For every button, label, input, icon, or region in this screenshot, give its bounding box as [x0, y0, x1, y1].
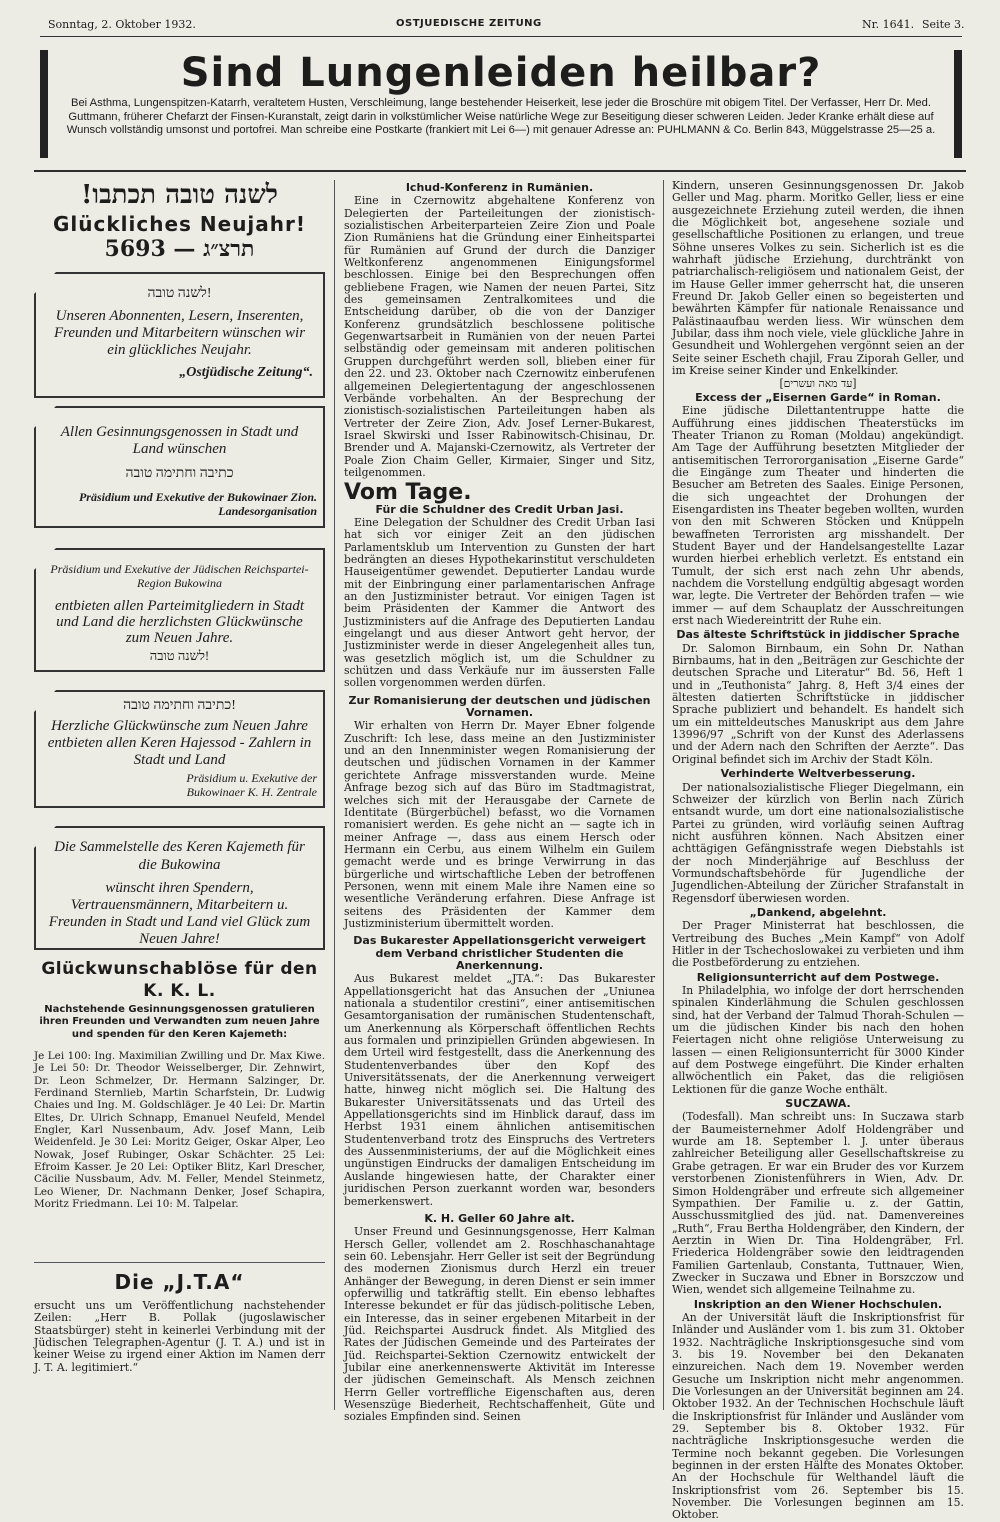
dankend-headline: „Dankend, abgelehnt. — [749, 905, 887, 919]
credit-urban-article: Eine Delegation der Schuldner des Credit Urban Iasi hat sich vor einiger Zeit an den jüdischen Parlamentsklub um Intervention zu Gunsten der hart bedrängten an dieses Hypothekarinstitut verschuldeten Hauseigentümer gewendet. Deputierter Landau wurde mit der Einbringung einer parlamentarischen Anfrage an den Justizminister betraut. Vor einigen Tagen ist beim Präsidenten der Kammer die Antwort des Justizministers auf die Anfrage des Deputierten Landau eingelangt und aus dieser Antwort geht hervor, der Justizminister werde in dieser Angelegenheit alles tun, was gesetzlich möglich ist, um die Schuldner zu schützen und dass Verkäufe nur im äussersten Falle sollen vorgenommen werden dürfen. — [344, 515, 655, 690]
inskription-article: An der Universität läuft die Inskriptionsfrist für Inländer und Ausländer vom 1. bis zum 31. Oktober 1932. Nachträgliche Inskriptionsgesuche sind vom 3. bis 19. November bei den Dekanaten einzureichen. Nach dem 19. November werden Gesuche um Inskription nicht mehr angenommen. Die Vorlesungen an der Universität beginnen am 24. Oktober 1932. An der Technischen Hochschule läuft die Inskriptionsfrist für Inländer und Ausländer vom 29. September bis 8. Oktober 1932. Für nachträgliche Inskriptionsgesuche werden die Termine noch bekannt gegeben. Die Vorlesungen beginnen in der ersten Hälfte des Monates Oktober. An der Hochschule für Welthandel läuft die Inskriptionsfrist vom 26. September bis 15. November. Die Vorlesungen beginnen am 15. Oktober. — [672, 1310, 964, 1522]
ad-bottom-rule — [34, 170, 966, 172]
box1-signature: „Ostjüdische Zeitung“. — [179, 365, 313, 380]
box3-head: Präsidium und Exekutive der Jüdischen Reichspartei-Region Bukowina — [50, 562, 309, 590]
appellationsgericht-article: Aus Bukarest meldet „JTA.“: Das Bukarester Appellationsgericht hat das Ansuchen der „Uniunea nationala a studentilor crestini“, einer antisemitischen Gesamtorganisation der rumänischen Studentenschaft, um Anerkennung als Körperschaft öffentlichen Rechts aus formalen und prinzipiellen Gründen abgewiesen. In dem Urteil wird festgestellt, dass die Anerkennung des Studentenverbandes über den Kopf des Universitätssenats, der die Anerkennung verweigert hatte, hinweg nicht möglich sei. Die Haltung des Bukarester Universitätssenats und das Urteil des Appellationsgerichts sind im Hinblick darauf, dass im Herbst 1931 einem ähnlichen antisemitischen Studentenverband trotz des Einspruchs des Vertreters des Aussenministeriums, der auf die Möglichkeit eines ungünstigen Eindrucks der damaligen Entscheidung im Auslande hingewiesen hatte, der Charakter einer juridischen Person zuerkannt worden war, besonders bemerkenswert. — [344, 972, 655, 1208]
box3-text: entbieten allen Parteimitgliedern in Stadt und Land die herzlichsten Glückwünsche zum Neuen Jahre. — [54, 598, 305, 646]
eiserne-garde-article: Eine jüdische Dilettantentruppe hatte die Aufführung eines jiddischen Theaterstücks im Theater Trianon zu Roman (Moldau) angekündigt. Am Tage der Aufführung besetzten Mitglieder der antisemitischen Terrororganisation „Eiserne Garde“ die Eingänge zum Theater und hinderten die Besucher am Betreten des Saales. Einige Personen, die sich ungeachtet der Drohungen der Eisengardisten ins Theater begeben wollten, wurden von den mit Schweren Stöcken und Knüppeln bewaffneten Terroristen arg misshandelt. Der Student Bayer und der Handelsangestellte Lazar wurden hierbei erheblich verletzt. Es entstand ein Tumult, der sich erst nach zehn Uhr abends, nachdem die Vorstellung endgültig abgesagt worden war, legte. Die Vertreter der Behörden trafen — wie immer — auf dem Schauplatz der Ausschreitungen erst nach Wiedereintritt der Ruhe ein. — [672, 404, 964, 628]
box1-text: Unseren Abonnenten, Lesern, Inserenten, Freunden und Mitarbeitern wünschen wir ein glückliches Neujahr. — [53, 308, 306, 358]
box2-hebrew: כתיבה וחתימה טובה — [125, 466, 234, 481]
box4-signature: Präsidium u. Exekutive der Bukowinaer K. H. Zentrale — [186, 771, 317, 799]
box1-hebrew: לשנה טובה! — [147, 286, 212, 301]
box4-text: Herzliche Glückwünsche zum Neuen Jahre entbieten allen Keren Hajessod - Zahlern in Stadt und Land — [47, 718, 312, 768]
greeting-box-zion-landesorganisation — [34, 406, 325, 528]
kkl-title: Glückwunschablöse für den K. K. L. — [41, 959, 318, 1001]
schriftstueck-article: Dr. Salomon Birnbaum, ein Sohn Dr. Nathan Birnbaums, hat in den „Beiträgen zur Geschichte der deutschen Sprache und Literatur“ Bd. 56, Heft 1 und in „Teuthonista“ Jahrg. 8, Heft 3/4 eines der ältesten datierten Schriftstücke in jiddischer Sprache publiziert und behandelt. Es handelt sich um ein mitteldeutsches Manuskript aus dem Jahre 13996/97 „Schrift von der Kunst des Aderlassens und der Adern nach den Schriften der Aerzte“. Das Original befindet sich im Archiv der Stadt Köln. — [672, 641, 964, 766]
greeting-box-keren-kajemeth — [34, 826, 325, 950]
lungenleiden-advertisement — [40, 50, 962, 158]
inskription-headline: Inskription an den Wiener Hochschulen. — [693, 1297, 943, 1311]
box2-signature: Präsidium und Exekutive der Bukowinaer Zion. Landesorganisation — [78, 490, 317, 518]
hebrew-greeting-title: לשנה טובה תכתבו! — [81, 180, 278, 210]
masthead-page: Seite 3. — [922, 18, 965, 31]
ichud-headline: Ichud-Konferenz in Rumänien. — [405, 181, 594, 194]
ichud-article: Eine in Czernowitz abgehaltene Konferenz von Delegierten der Parteileitungen der zionistisch-sozialistischen Arbeiterparteien Zeire Zion und Poale Zion Rumäniens hat die Gründung einer Einheitspartei für Rumänien auf Grund der durch die Danziger Weltkonferenz angenommenen Einigungsformel beschlossen. Einige bei den Besprechungen offen gebliebene Fragen, wie Namen der neuen Partei, Sitz des gemeinsamen Zentralkomitees und die Entscheidung darüber, ob die von der Danziger Konferenz grundsätzlich beschlossene politische Gegenwartsarbeit in Rumänien von der neuen Partei selbständig oder gemeinsam mit anderen politischen Gruppen durchgeführt werden soll, blieben einer für den 22. und 23. Oktober nach Czernowitz einberufenen allgemeinen Delegiertentagung der angeschlossenen Verbände vorbehalten. An der Besprechung der zionistisch-sozialistischen Parteileitungen haben als Vertreter der Zeire Zion, Adv. Josef Lerner-Bukarest, Israel Skwirski und Isser Rabinowitsch-Chisinau, Dr. Brender und A. Majanski-Czernowitz, als Vertreter der Poale Zion Chaim Geller, Kirmaier, Singer und Sitz, teilgenommen. — [344, 194, 655, 479]
credit-urban-headline: Für die Schuldner des Credit Urban Jasi. — [375, 502, 624, 516]
jta-text: ersucht uns um Veröffentlichung nachstehender Zeilen: „Herr B. Pollak (jugoslawischer Staatsbürger) steht in keinerlei Verbindung mit der Jüdischen Telegraphen-Agentur (J. T. A.) und ist in keiner Weise zu irgend einer Aktion im Namen derr J. T. A. legitimiert.“ — [34, 1299, 325, 1374]
geller-article-continued: Kindern, unseren Gesinnungsgenossen Dr. Jakob Geller und Mag. pharm. Moritko Geller, liess er eine ausgezeichnete Erziehung zuteil werden, die ihnen die Möglichkeit bot, angesehene soziale und gesellschaftliche Positionen zu erlangen, und treue Söhne unseres Volkes zu sein. Sicherlich ist es die wahrhaft jüdische Erziehung, durchtränkt von patriarchalisch-religiösem und nationalem Geist, der im Hause Geller immer geherrscht hat, die unseren Freund Dr. Jakob Geller einen so begeisterten und bewährten Kämpfer für nationale Renaissance und Palästinaaufbau werden liess. Wir wünschen dem Jubilar, dass ihm noch viele, viele glückliche Jahre in Gesundheit und Wohlergehen vergönnt seien an der Seite seiner Escheth chajil, Frau Ziporah Geller, und im Kreise seiner Kinder und Enkelkinder. — [672, 179, 964, 378]
box4-hebrew: כתיבה וחתימה טובה! — [123, 698, 236, 713]
box2-text: Allen Gesinnungsgenossen in Stadt und Land wünschen — [60, 424, 299, 457]
weltverbesserung-article: Der nationalsozialistische Flieger Diegelmann, ein Schweizer der kürzlich von Berlin nach Zürich entsandt wurde, um dort eine nationalsozialistische Partei zu gründen, wird vorläufig seinen Auftrag nicht ausführen können. Nach Absitzen einer achttägigen Gefängnisstrafe wegen Diebstahls ist der noch Minderjährige auf Beschluss der Vormundschaftsbehörde für Jugendliche der Jugendlichen-Abteilung der Züricher Strafanstalt in Regensdorf überwiesen worden. — [672, 780, 964, 905]
box3-hebrew: לשנה טובה! — [149, 648, 210, 663]
kkl-donor-list: Je Lei 100: Ing. Maximilian Zwilling und Dr. Max Kiwe. Je Lei 50: Dr. Theodor Weisselberger, Dir. Zehnwirt, Dr. Leon Schmelzer, Dr. Hermann Salzinger, Dr. Ferdinand Sternlieb, Martin Scharfstein, Dr. Ludwig Chaies und Ing. M. Goldschläger. Je 40 Lei: Dr. Martin Eltes, Dr. Ulrich Schnapp, Emanuel Neufeld, Mendel Engler, Karl Nussenbaum, Adv. Josef Mann, Leib Weidenfeld. Je 30 Lei: Moritz Geiger, Oskar Alper, Leo Nowak, Josef Rubinger, Oskar Schächter. 25 Lei: Efroim Kasser. Je 20 Lei: Optiker Blitz, Karl Drescher, Cäcilie Nussbaum, Adv. M. Feller, Mendel Steinmetz, Leo Wiener, Dr. Nachmann Denker, Josef Schapira, Moritz Friedmann. Lei 10: M. Talpelar. — [34, 1050, 325, 1211]
geller-hebrew-wish: [עד מאה ועשרים] — [779, 376, 857, 390]
geller-article: Unser Freund und Gesinnungsgenosse, Herr Kalman Hersch Geller, vollendet am 2. Roschhaschanahtage sein 60. Lebensjahr. Herr Geller ist seit der Begründung des modernen Zionismus durch Herzl ein treuer Anhänger der Bewegung, in deren Dienst er sein immer opferwillig und tatkräftig stellt. Ein ebenso lebhaftes Interesse bekundet er für das jüdisch-politische Leben, ein Interesse, das in seiner ergebenen Mitarbeit in der Jüd. Reichspartei Ausdruck findet. Als Mitglied des Rates der Jüdischen Gemeinde und des Parteirates der Jüd. Reichspartei-Sektion Czernowitz entwickelt der Jubilar eine anerkennenswerte Aktivität im Interesse der jüdischen Gemeinschaft. Als Mensch zeichnen Herrn Geller vortreffliche Eigenschaften aus, deren Wesenszüge Biederheit, Rechtschaffenheit, Güte und soziales Empfinden sind. Seinen — [344, 1225, 655, 1424]
dankend-article: Der Prager Ministerrat hat beschlossen, die Vertreibung des Buches „Mein Kampf“ von Adolf Hitler in der Tschechoslowakei zu verbieten und ihm die Postbeförderung zu entziehen. — [672, 919, 964, 970]
kkl-intro: Nachstehende Gesinnungsgenossen gratulieren ihren Freunden und Verwandten zum neuen Jahre und spenden für den Keren Kajemeth: — [39, 1004, 320, 1040]
weltverbesserung-headline: Verhinderte Weltverbesserung. — [720, 767, 916, 781]
greeting-box-keren-hajessod — [34, 690, 325, 808]
suczawa-article: (Todesfall). Man schreibt uns: In Suczawa starb der Baumeisternehmer Adolf Holdengräber und wurde am 18. September l. J. unter überaus zahlreicher Beteiligung aller Gesellschaftskreise zu Grabe getragen. Er war ein Bruder des vor Kurzem verstorbenen Zionistenführers in Wien, Adv. Dr. Simon Holdengräber und erfreute sich allgemeiner Sympathien. Der Familie u. z. der Gattin, Ausschussmitglied des jüd. nat. Damenvereines „Ruth“, Frau Bertha Holdengräber, den Kindern, der Aerztin in Wien Dr. Tina Holdengräber, Frl. Friederica Holdengräber sowie den leidtragenden Familien Gartenlaub, Constanta, Tuttnauer, Wien, Zwecker in Suczawa und Ebner in Borszczow und Wien, wendet sich allgemeine Teilnahme zu. — [672, 1110, 964, 1297]
geller-headline: K. H. Geller 60 Jahre alt. — [424, 1211, 575, 1225]
romanisierung-article: Wir erhalten von Herrn Dr. Mayer Ebner folgende Zuschrift: Ich lese, dass meine an den Justizminister und an den Innenminister wegen Romanisierung der deutschen und jüdischen Vornamen in der Kammer gerichtete Anfrage missverstanden wurde. Meine Anfrage bezog sich auf das Büro im Stadtmagistrat, welches sich mit der Herausgabe der Carnete de Identitate (Bürgerbüchel) befasst, wo die Vornamen romanisiert werden. Es gehe nicht an — sagte ich in meiner Anfrage —, dass aus einem Hersch oder Hermann ein Cerbu, aus einem Wilhelm ein Guilem gemacht werde und es bringe Verwirrung in das bürgerliche und wirtschaftliche Leben der betroffenen Personen, wenn mit einem Male ihre Namen eine so wesentliche Veränderung erfahren. Diese Anfrage ist seitens des Präsidenten der Kammer dem Justizministerium übermittelt worden. — [344, 719, 655, 930]
ad-body: Bei Asthma, Lungenspitzen-Katarrh, veraltetem Husten, Verschleimung, lange bestehender Heiserkeit, lese jeder die Broschüre mit obigem Titel. Der Verfasser, Herr Dr. Med. Guttmann, früherer Chefarzt der Finsen-Kuranstalt, zeigt darin in volkstümlicher Weise natürliche Wege zur Beseitigung dieser schweren Leiden. Jeder Kranke erhält diese auf Wunsch vollständig umsonst und portofrei. Man schreibe eine Postkarte (frankiert mit Lei 6—) mit genauer Adresse an: PUHLMANN & Co. Berlin 843, Müggelstrasse 25—25 a. — [66, 97, 936, 136]
right-column — [672, 180, 964, 1522]
masthead-date: Sonntag, 2. Oktober 1932. — [48, 18, 196, 31]
masthead-paper-name: OSTJUEDISCHE ZEITUNG — [396, 18, 542, 29]
jta-title: Die „J.T.A“ — [114, 1270, 245, 1294]
greeting-box-ostjuedische-zeitung — [34, 272, 325, 398]
jewish-year: 5693 — תרצ״ג — [104, 236, 255, 262]
religionsunterricht-article: In Philadelphia, wo infolge der dort herrschenden spinalen Kinderlähmung die Schulen geschlossen sind, hat der Verband der Talmud Thorah-Schulen — um die jüdischen Kinder bis nach den hohen Feiertagen nicht ohne religiöse Unterweisung zu lassen — einen Religionsunterricht für 3000 Kinder auf dem Postwege eingeführt. Die Kinder erhalten allwöchentlich ein Paket, das die religiösen Lektionen für die ganze Woche enthält. — [672, 984, 964, 1096]
middle-column — [344, 180, 655, 1424]
religionsunterricht-headline: Religionsunterricht auf dem Postwege. — [696, 970, 940, 984]
jta-top-rule — [34, 1262, 325, 1263]
column-divider-left — [334, 180, 335, 1410]
eiserne-garde-headline: Excess der „Eisernen Garde“ in Roman. — [695, 390, 941, 404]
ad-headline: Sind Lungenleiden heilbar? — [180, 50, 822, 96]
box5-head: Die Sammelstelle des Keren Kajemeth für die Bukowina — [54, 839, 305, 873]
box5-text: wünscht ihren Spendern, Vertrauensmännern, Mitarbeitern u. Freunden in Stadt und Land viel Glück zum Neuen Jahre! — [48, 880, 311, 947]
romanisierung-headline: Zur Romanisierung der deutschen und jüdischen Vornamen. — [348, 693, 651, 720]
appellationsgericht-headline: Das Bukarester Appellationsgericht verweigert dem Verband christlicher Studenten die Anerkennung. — [353, 934, 646, 972]
masthead-issue: Nr. 1641. — [862, 18, 915, 31]
vom-tage-heading: Vom Tage. — [344, 480, 472, 506]
neujahr-greeting: Glückliches Neujahr! — [52, 212, 307, 236]
greeting-box-reichspartei — [34, 548, 325, 672]
schriftstueck-headline: Das älteste Schriftstück in jiddischer Sprache — [676, 628, 960, 642]
suczawa-headline: SUCZAWA. — [785, 1097, 851, 1111]
column-divider-right — [663, 180, 664, 1410]
